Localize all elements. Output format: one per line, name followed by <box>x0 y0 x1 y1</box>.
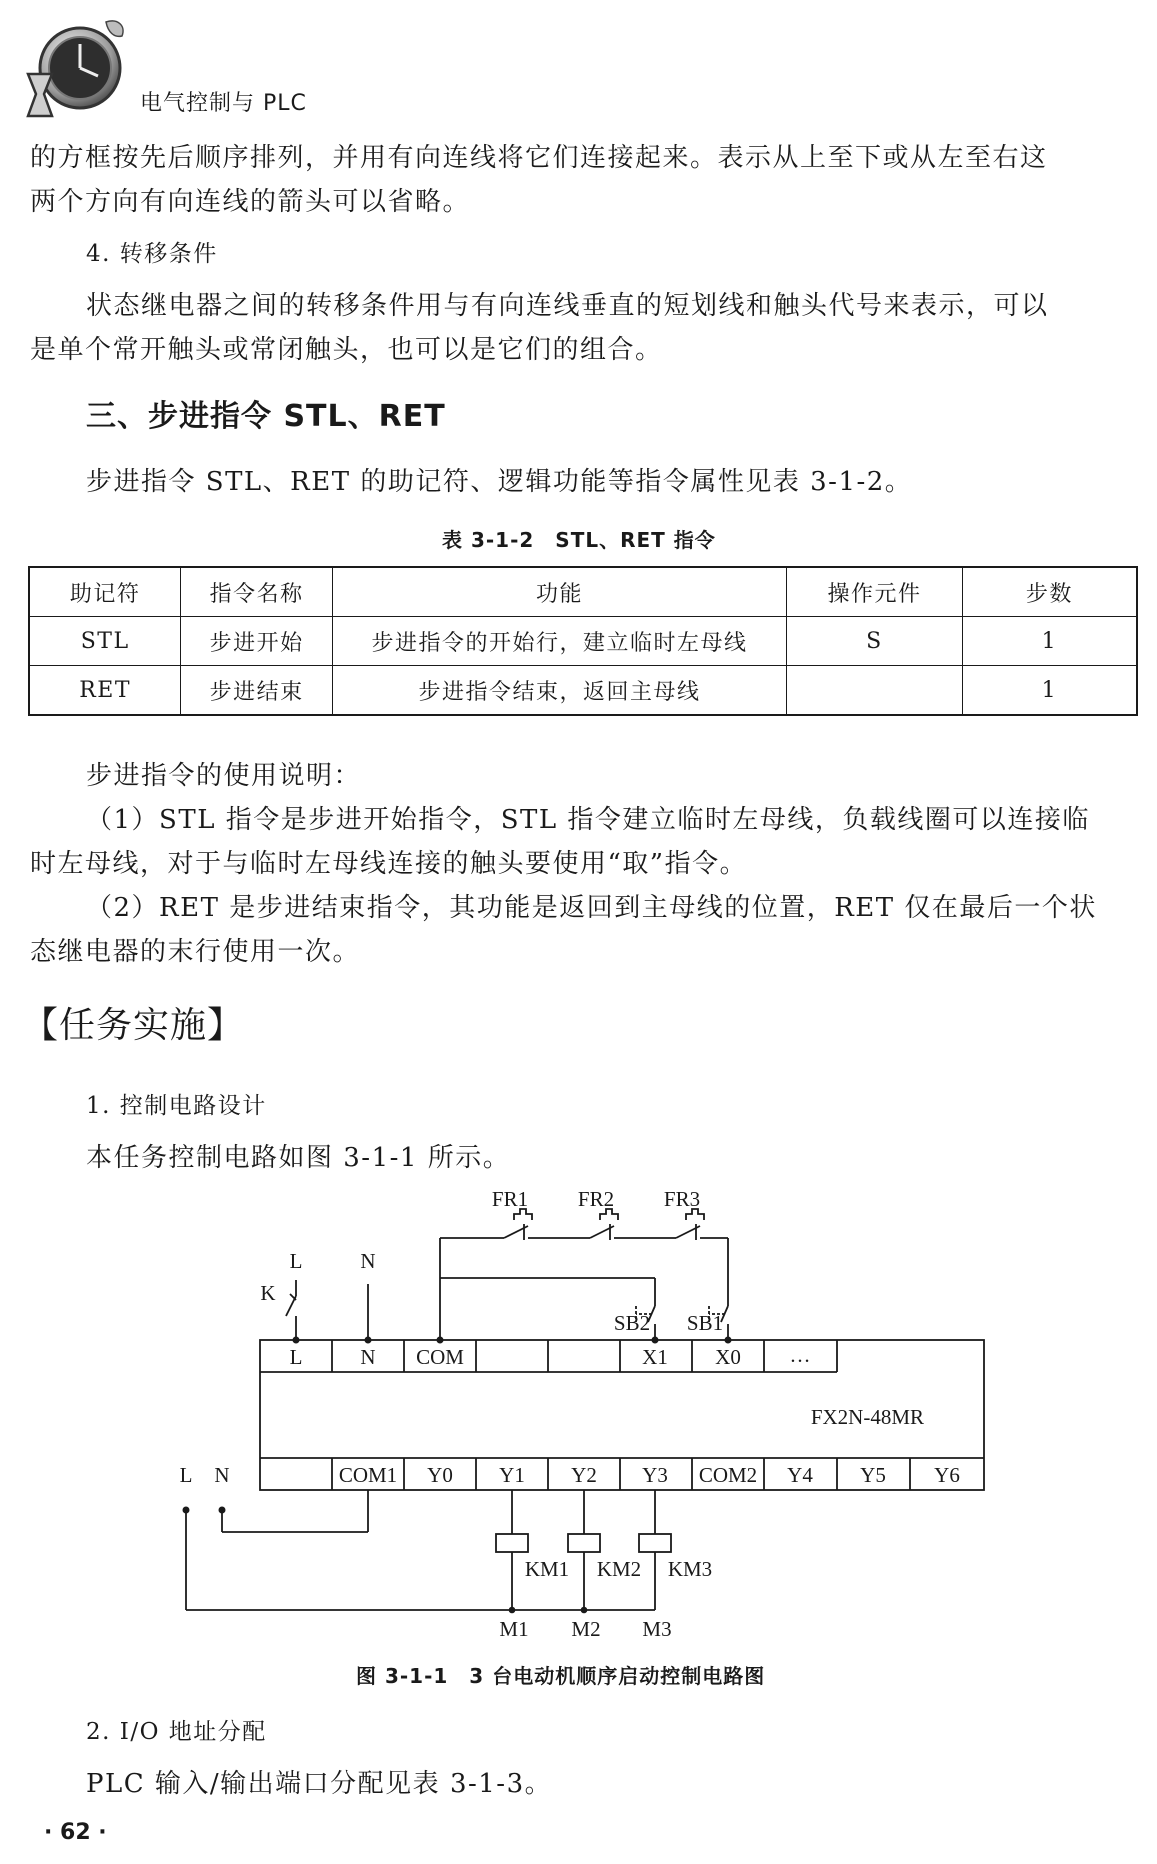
paragraph-line: （2）RET 是步进结束指令，其功能是返回到主母线的位置，RET 仅在最后一个状 <box>86 893 1097 923</box>
table-header-cell: 指令名称 <box>181 567 333 617</box>
fr-label: FR2 <box>577 1187 615 1211</box>
motor-label: M3 <box>642 1617 672 1641</box>
plc-terminal-label: L <box>289 1345 303 1369</box>
figure-caption: 图 3-1-1 3 台电动机顺序启动控制电路图 <box>356 1664 766 1688</box>
switch-label: K <box>260 1281 276 1305</box>
table-caption: 表 3-1-2 STL、RET 指令 <box>442 528 716 552</box>
table-header-cell: 步数 <box>962 567 1137 617</box>
fr-contacts <box>504 1209 704 1240</box>
paragraph-line: （1）STL 指令是步进开始指令，STL 指令建立临时左母线，负载线圈可以连接临 <box>86 805 1090 835</box>
table-row <box>29 666 1137 716</box>
plc-terminal-label: N <box>360 1345 376 1369</box>
plc-terminal-label: Y6 <box>934 1463 960 1487</box>
item-heading: 4. 转移条件 <box>86 241 218 267</box>
plc-terminal-label: Y1 <box>499 1463 525 1487</box>
motor-label: M1 <box>499 1617 529 1641</box>
plc-terminal-label: X0 <box>715 1345 741 1369</box>
sb-label: SB1 <box>686 1311 724 1335</box>
plc-terminal-label: … <box>789 1343 811 1367</box>
plc-terminal-label: Y3 <box>642 1463 668 1487</box>
table-cell <box>787 666 963 716</box>
km-label: KM1 <box>524 1557 570 1581</box>
fr-label: FR3 <box>663 1187 701 1211</box>
table-cell: STL <box>29 617 181 666</box>
table-cell: 步进开始 <box>181 617 333 666</box>
table-cell: 1 <box>962 666 1137 716</box>
paragraph-line: 两个方向有向连线的箭头可以省略。 <box>30 187 471 217</box>
paragraph-line: 本任务控制电路如图 3-1-1 所示。 <box>86 1143 511 1173</box>
plc-top-terminal-dividers <box>332 1340 764 1372</box>
instruction-table <box>28 566 1138 716</box>
circuit-diagram <box>0 1180 1157 1660</box>
usage-heading: 步进指令的使用说明： <box>86 761 362 791</box>
supply-label: N <box>214 1463 230 1487</box>
paragraph-line: 态继电器的末行使用一次。 <box>30 937 361 967</box>
step-heading: 1. 控制电路设计 <box>86 1093 267 1119</box>
table-header-row <box>29 567 1137 617</box>
plc-terminal-label: COM <box>416 1345 464 1369</box>
km-label: KM3 <box>667 1557 713 1581</box>
supply-label: L <box>289 1249 303 1273</box>
plc-terminal-label: Y5 <box>860 1463 886 1487</box>
table-header-cell: 助记符 <box>29 567 181 617</box>
plc-terminal-label: Y0 <box>427 1463 453 1487</box>
motor-label: M2 <box>571 1617 601 1641</box>
supply-label: L <box>179 1463 193 1487</box>
plc-terminal-label: COM1 <box>338 1463 398 1487</box>
paragraph-line: 状态继电器之间的转移条件用与有向连线垂直的短划线和触头代号来表示，可以 <box>86 291 1049 321</box>
paragraph-line: PLC 输入/输出端口分配见表 3-1-3。 <box>86 1769 553 1799</box>
table-header-cell: 操作元件 <box>787 567 963 617</box>
table-cell: S <box>787 617 963 666</box>
plc-terminal-label: Y4 <box>787 1463 813 1487</box>
table-header-cell: 功能 <box>333 567 787 617</box>
plc-model-label: FX2N-48MR <box>810 1405 924 1429</box>
book-logo-icon <box>22 14 134 126</box>
task-heading: 【任务实施】 <box>22 1005 245 1046</box>
km-coils <box>496 1490 671 1610</box>
plc-bottom-terminal-dividers <box>332 1458 910 1490</box>
page-number: · 62 · <box>44 1820 107 1845</box>
paragraph-line: 的方框按先后顺序排列，并用有向连线将它们连接起来。表示从上至下或从左至右这 <box>30 143 1048 173</box>
paragraph-line: 步进指令 STL、RET 的助记符、逻辑功能等指令属性见表 3-1-2。 <box>86 467 913 497</box>
fr-label: FR1 <box>491 1187 529 1211</box>
plc-terminal-label: Y2 <box>571 1463 597 1487</box>
supply-label: N <box>360 1249 376 1273</box>
table-cell: 步进指令的开始行，建立临时左母线 <box>333 617 787 666</box>
step-heading: 2. I/O 地址分配 <box>86 1719 267 1745</box>
header-book-title: 电气控制与 PLC <box>140 91 307 116</box>
plc-terminal-label: X1 <box>642 1345 668 1369</box>
plc-terminal-label: COM2 <box>698 1463 758 1487</box>
table-cell: 1 <box>962 617 1137 666</box>
table-cell: 步进指令结束，返回主母线 <box>333 666 787 716</box>
km-label: KM2 <box>596 1557 642 1581</box>
paragraph-line: 是单个常开触头或常闭触头，也可以是它们的组合。 <box>30 335 663 365</box>
table-cell: 步进结束 <box>181 666 333 716</box>
sb-label: SB2 <box>613 1311 651 1335</box>
table-cell: RET <box>29 666 181 716</box>
paragraph-line: 时左母线，对于与临时左母线连接的触头要使用“取”指令。 <box>30 849 748 879</box>
section-heading: 三、步进指令 STL、RET <box>86 399 446 434</box>
table-row <box>29 617 1137 666</box>
